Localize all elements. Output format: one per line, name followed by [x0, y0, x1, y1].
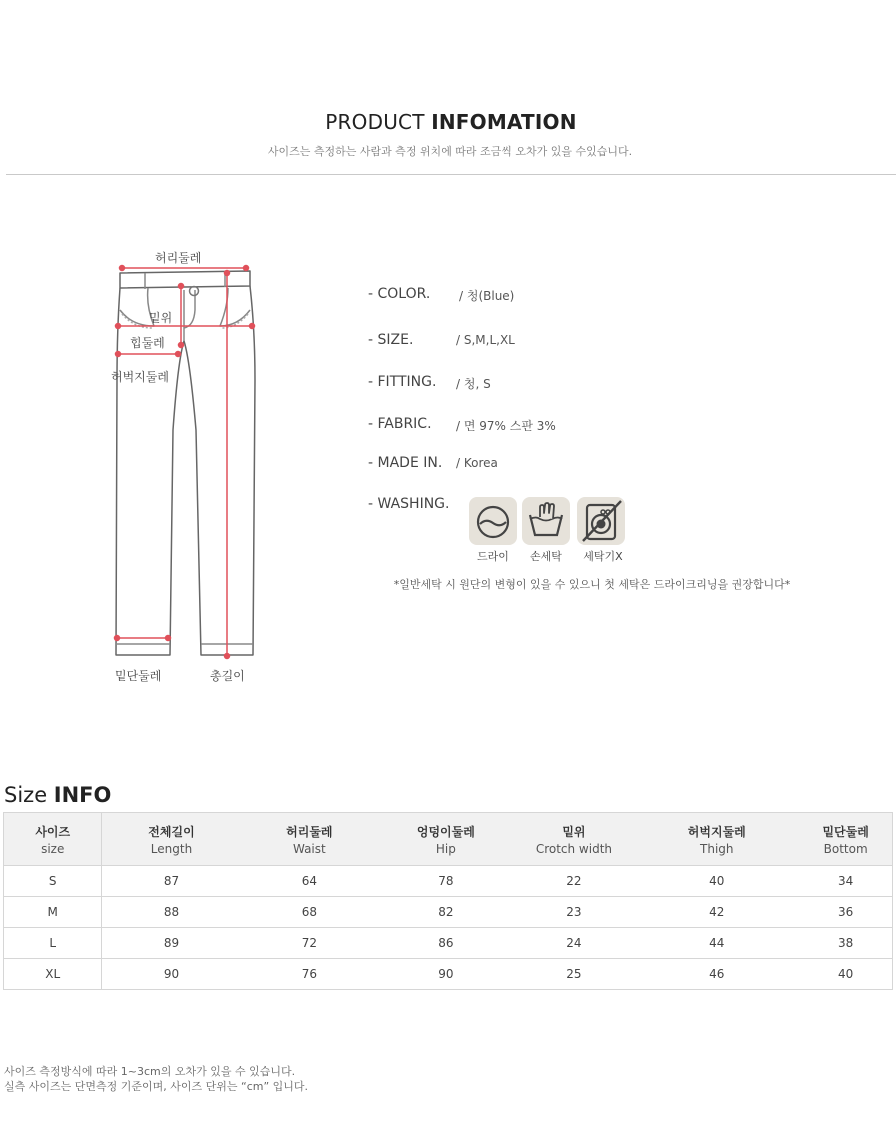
- cell-bottom: 36: [799, 897, 892, 928]
- wash-label-hand: 손세탁: [530, 550, 562, 563]
- info-size-key: - SIZE.: [368, 332, 414, 348]
- info-made-in-key: - MADE IN.: [368, 455, 443, 471]
- pants-waistband: [120, 271, 250, 288]
- cell-crotch: 22: [514, 866, 635, 897]
- cell-length: 90: [102, 959, 241, 990]
- pants-illustration: [100, 240, 300, 700]
- info-color-value: / 청(Blue): [459, 289, 515, 303]
- cell-bottom: 38: [799, 928, 892, 959]
- info-washing-key: - WASHING.: [368, 496, 450, 512]
- cell-hip: 78: [378, 866, 513, 897]
- cell-waist: 72: [241, 928, 379, 959]
- cell-waist: 64: [241, 866, 379, 897]
- col-header-size: 사이즈 size: [4, 813, 102, 866]
- cell-length: 88: [102, 897, 241, 928]
- footnote-line-1: 사이즈 측정방식에 따라 1~3cm의 오차가 있을 수 있습니다.: [4, 1065, 296, 1078]
- washing-note: *일반세탁 시 원단의 변형이 있을 수 있으니 첫 세탁은 드라이크리닝을 권장합니다*: [393, 578, 791, 591]
- info-color-key: - COLOR.: [368, 286, 431, 302]
- size-info-title: [4, 783, 111, 807]
- col-header-crotch: 밑위 Crotch width: [514, 813, 635, 866]
- size-title-light: Size: [4, 783, 54, 807]
- size-table: [3, 812, 893, 990]
- header-divider: [6, 174, 896, 175]
- label-waist: 허리둘레: [155, 251, 202, 265]
- label-thigh: 허벅지둘레: [111, 370, 169, 384]
- page-subtitle: 사이즈는 측정하는 사람과 측정 위치에 따라 조금씩 오차가 있을 수있습니다.: [267, 145, 633, 158]
- cell-length: 87: [102, 866, 241, 897]
- label-bottom: 밑단둘레: [115, 669, 162, 683]
- title-bold: INFOMATION: [431, 110, 577, 134]
- cell-crotch: 24: [514, 928, 635, 959]
- page-title: [0, 110, 896, 134]
- info-fitting-value: / 청, S: [456, 377, 491, 391]
- cell-size: XL: [4, 959, 102, 990]
- info-fabric-value: / 면 97% 스판 3%: [456, 419, 556, 433]
- col-header-bottom: 밑단둘레 Bottom: [799, 813, 892, 866]
- size-title-bold: INFO: [53, 783, 112, 807]
- cell-size: L: [4, 928, 102, 959]
- cell-hip: 90: [378, 959, 513, 990]
- cell-hip: 86: [378, 928, 513, 959]
- cell-waist: 76: [241, 959, 379, 990]
- col-header-thigh: 허벅지둘레 Thigh: [634, 813, 799, 866]
- cell-thigh: 42: [634, 897, 799, 928]
- wash-label-dry: 드라이: [477, 550, 509, 563]
- dry-clean-icon: [469, 497, 517, 545]
- cell-thigh: 40: [634, 866, 799, 897]
- size-table-header: [4, 813, 893, 866]
- info-fabric-key: - FABRIC.: [368, 416, 432, 432]
- cell-size: S: [4, 866, 102, 897]
- no-machine-wash-icon: [577, 497, 625, 545]
- table-row: [4, 928, 893, 959]
- cell-bottom: 34: [799, 866, 892, 897]
- cell-hip: 82: [378, 897, 513, 928]
- table-row: [4, 897, 893, 928]
- cell-size: M: [4, 897, 102, 928]
- footnote: [4, 1064, 308, 1094]
- label-length: 총길이: [210, 669, 245, 683]
- info-size-value: / S,M,L,XL: [456, 333, 515, 347]
- cell-bottom: 40: [799, 959, 892, 990]
- table-row: [4, 866, 893, 897]
- label-crotch: 밑위: [149, 311, 173, 325]
- cell-waist: 68: [241, 897, 379, 928]
- footnote-line-2: 실측 사이즈는 단면측정 기준이며, 사이즈 단위는 “cm” 입니다.: [4, 1080, 309, 1093]
- col-header-length: 전체길이 Length: [102, 813, 241, 866]
- col-header-hip: 엉덩이둘레 Hip: [378, 813, 513, 866]
- hand-wash-icon: [522, 497, 570, 545]
- info-made-in-value: / Korea: [456, 456, 498, 470]
- cell-crotch: 25: [514, 959, 635, 990]
- wash-label-machine: 세탁기X: [583, 550, 623, 563]
- pants-measurement-diagram: [100, 240, 300, 700]
- title-light: PRODUCT: [325, 110, 432, 134]
- info-fitting-key: - FITTING.: [368, 374, 437, 390]
- table-row: [4, 959, 893, 990]
- col-header-waist: 허리둘레 Waist: [241, 813, 379, 866]
- cell-thigh: 44: [634, 928, 799, 959]
- label-hip: 힙둘레: [130, 336, 165, 350]
- cell-crotch: 23: [514, 897, 635, 928]
- cell-thigh: 46: [634, 959, 799, 990]
- cell-length: 89: [102, 928, 241, 959]
